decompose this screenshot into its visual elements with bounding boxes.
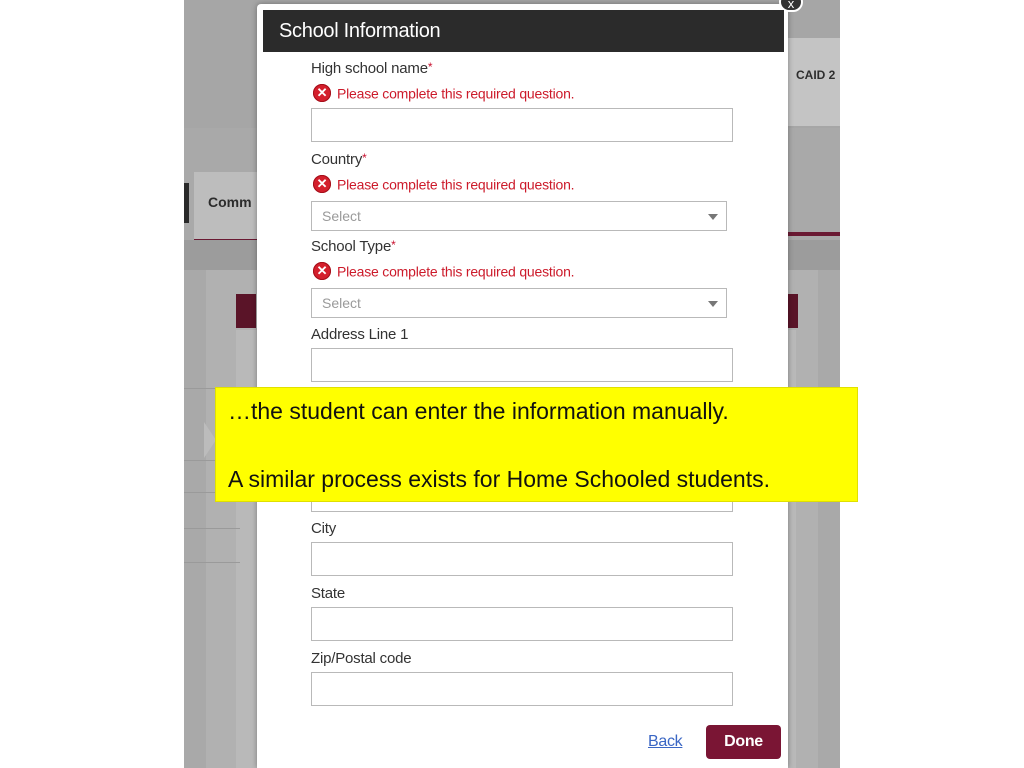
background-dark-tab: [184, 183, 189, 223]
school-type-label: [311, 238, 396, 255]
background-comm-tab: Comm: [194, 172, 264, 242]
state-label: State: [311, 585, 346, 602]
error-icon: ✕: [313, 175, 331, 193]
background-accent-line: [784, 232, 840, 236]
school-type-select[interactable]: [311, 288, 727, 318]
country-label-text: Country: [311, 151, 363, 168]
school-type-select-value: Select: [322, 295, 361, 311]
error-message: Please complete this required question.: [337, 176, 575, 193]
country-label: [311, 151, 367, 168]
high-school-name-input[interactable]: [311, 108, 733, 142]
required-marker: *: [391, 238, 396, 252]
city-input[interactable]: [311, 542, 733, 576]
country-error: [313, 175, 574, 197]
error-message: Please complete this required question.: [337, 263, 575, 280]
background-caid-tab: CAID 2: [788, 38, 840, 126]
chevron-down-icon: [708, 214, 718, 220]
callout-spacer: [228, 424, 845, 466]
required-marker: *: [362, 151, 367, 165]
state-input[interactable]: [311, 607, 733, 641]
zip-postal-code-input[interactable]: [311, 672, 733, 706]
chevron-down-icon: [708, 301, 718, 307]
annotation-callout: [215, 387, 858, 502]
country-select[interactable]: [311, 201, 727, 231]
high-school-name-label: [311, 60, 432, 77]
school-type-label-text: School Type: [311, 238, 392, 255]
done-button[interactable]: Done: [706, 725, 781, 759]
callout-line-2: A similar process exists for Home Schooled students.: [228, 466, 771, 492]
high-school-name-error: [313, 84, 574, 106]
address-line-1-input[interactable]: [311, 348, 733, 382]
error-message: Please complete this required question.: [337, 85, 575, 102]
background-panel-header-left: [236, 294, 256, 328]
country-select-value: Select: [322, 208, 361, 224]
background-divider: [184, 562, 240, 563]
modal-title: School Information: [263, 10, 784, 52]
zip-postal-code-label: Zip/Postal code: [311, 650, 412, 667]
required-marker: *: [427, 60, 433, 74]
city-label: City: [311, 520, 337, 537]
high-school-name-label-text: High school name: [311, 60, 428, 77]
error-icon: ✕: [313, 84, 331, 102]
callout-line-1: …the student can enter the information manually.: [228, 398, 729, 424]
error-icon: ✕: [313, 262, 331, 280]
background-divider: [184, 528, 240, 529]
address-line-1-label: Address Line 1: [311, 326, 409, 343]
school-type-error: [313, 262, 574, 284]
back-link[interactable]: Back: [648, 733, 683, 750]
school-information-modal: [257, 0, 795, 768]
close-icon[interactable]: x: [779, 0, 803, 12]
